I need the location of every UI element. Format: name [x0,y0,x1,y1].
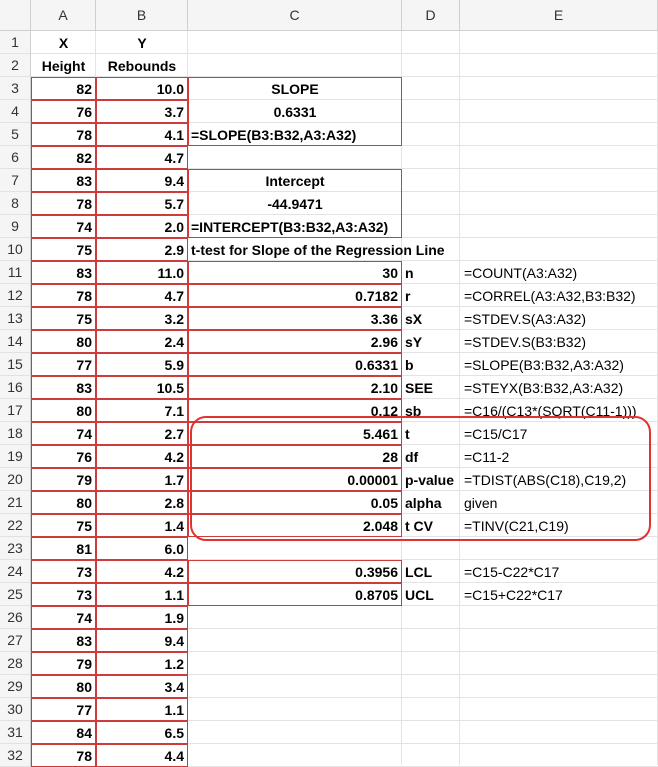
stat-name[interactable]: r [405,287,411,304]
data-cell-y[interactable]: 9.4 [96,629,188,652]
data-cell-x[interactable]: 77 [31,353,96,376]
data-cell-y[interactable]: 4.7 [96,284,188,307]
intercept-formula[interactable]: =INTERCEPT(B3:B32,A3:A32) [191,218,389,235]
row-header-2[interactable]: 2 [0,54,31,77]
row-header-16[interactable]: 16 [0,376,31,399]
row-header-3[interactable]: 3 [0,77,31,100]
data-cell-y[interactable]: 3.2 [96,307,188,330]
data-cell-y[interactable]: 1.7 [96,468,188,491]
row-header-20[interactable]: 20 [0,468,31,491]
row-header-4[interactable]: 4 [0,100,31,123]
data-cell-y[interactable]: 5.9 [96,353,188,376]
stat-value[interactable]: 2.048 [188,514,402,537]
data-cell-x[interactable]: 83 [31,376,96,399]
data-cell-x[interactable]: 78 [31,192,96,215]
data-cell-x[interactable]: 79 [31,652,96,675]
header-y[interactable]: Y [137,34,147,51]
data-cell-y[interactable]: 2.7 [96,422,188,445]
stat-value[interactable]: 0.12 [188,399,402,422]
data-cell-x[interactable]: 74 [31,215,96,238]
header-x[interactable]: X [58,34,69,51]
ttest-title[interactable]: t-test for Slope of the Regression Line [191,241,445,258]
stat-formula[interactable]: =TDIST(ABS(C18),C19,2) [464,471,627,488]
stat-name[interactable]: SEE [405,379,434,396]
data-cell-y[interactable]: 7.1 [96,399,188,422]
row-header-24[interactable]: 24 [0,560,31,583]
data-cell-x[interactable]: 77 [31,698,96,721]
data-cell-y[interactable]: 1.9 [96,606,188,629]
data-cell-y[interactable]: 3.7 [96,100,188,123]
row-header-29[interactable]: 29 [0,675,31,698]
stat-formula[interactable]: =C11-2 [464,448,510,465]
data-cell-y[interactable]: 6.5 [96,721,188,744]
stat-value[interactable]: 28 [188,445,402,468]
data-cell-y[interactable]: 3.4 [96,675,188,698]
row-header-1[interactable]: 1 [0,31,31,54]
data-cell-x[interactable]: 80 [31,675,96,698]
data-cell-x[interactable]: 78 [31,284,96,307]
data-cell-x[interactable]: 74 [31,422,96,445]
row-header-15[interactable]: 15 [0,353,31,376]
data-cell-x[interactable]: 78 [31,744,96,767]
row-header-13[interactable]: 13 [0,307,31,330]
row-header-7[interactable]: 7 [0,169,31,192]
row-header-8[interactable]: 8 [0,192,31,215]
data-cell-y[interactable]: 6.0 [96,537,188,560]
column-header-c[interactable]: C [188,0,402,31]
data-cell-x[interactable]: 74 [31,606,96,629]
data-cell-x[interactable]: 73 [31,583,96,606]
header-height[interactable]: Height [41,57,86,74]
stat-formula[interactable]: =TINV(C21,C19) [464,517,569,534]
row-header-11[interactable]: 11 [0,261,31,284]
stat-name[interactable]: n [405,264,414,281]
row-header-28[interactable]: 28 [0,652,31,675]
data-cell-y[interactable]: 4.1 [96,123,188,146]
stat-formula[interactable]: given [464,494,498,511]
data-cell-x[interactable]: 83 [31,261,96,284]
row-header-32[interactable]: 32 [0,744,31,767]
column-header-e[interactable]: E [460,0,658,31]
stat-name[interactable]: alpha [405,494,442,511]
data-cell-y[interactable]: 1.1 [96,583,188,606]
data-cell-x[interactable]: 75 [31,514,96,537]
stat-value[interactable]: 0.00001 [188,468,402,491]
ci-formula[interactable]: =C15+C22*C17 [464,586,563,603]
stat-value[interactable]: 30 [188,261,402,284]
row-header-17[interactable]: 17 [0,399,31,422]
stat-value[interactable]: 0.7182 [188,284,402,307]
data-cell-y[interactable]: 10.5 [96,376,188,399]
row-header-18[interactable]: 18 [0,422,31,445]
stat-name[interactable]: b [405,356,414,373]
data-cell-x[interactable]: 80 [31,330,96,353]
data-cell-y[interactable]: 4.2 [96,560,188,583]
stat-formula[interactable]: =STDEV.S(B3:B32) [464,333,587,350]
data-cell-y[interactable]: 9.4 [96,169,188,192]
stat-name[interactable]: df [405,448,419,465]
data-cell-x[interactable]: 76 [31,100,96,123]
row-header-30[interactable]: 30 [0,698,31,721]
stat-value[interactable]: 2.96 [188,330,402,353]
data-cell-x[interactable]: 83 [31,169,96,192]
data-cell-x[interactable]: 78 [31,123,96,146]
data-cell-y[interactable]: 11.0 [96,261,188,284]
stat-name[interactable]: p-value [405,471,455,488]
stat-name[interactable]: sY [405,333,423,350]
data-cell-y[interactable]: 2.0 [96,215,188,238]
data-cell-y[interactable]: 4.4 [96,744,188,767]
select-all-corner[interactable] [0,0,31,31]
row-header-23[interactable]: 23 [0,537,31,560]
data-cell-y[interactable]: 5.7 [96,192,188,215]
header-rebounds[interactable]: Rebounds [107,57,177,74]
row-header-10[interactable]: 10 [0,238,31,261]
stat-name[interactable]: sb [405,402,422,419]
row-header-21[interactable]: 21 [0,491,31,514]
stat-value[interactable]: 0.6331 [188,353,402,376]
row-header-12[interactable]: 12 [0,284,31,307]
stat-formula[interactable]: =COUNT(A3:A32) [464,264,578,281]
data-cell-x[interactable]: 80 [31,399,96,422]
data-cell-x[interactable]: 76 [31,445,96,468]
intercept-value[interactable]: -44.9471 [267,195,323,212]
data-cell-x[interactable]: 75 [31,238,96,261]
row-header-5[interactable]: 5 [0,123,31,146]
stat-formula[interactable]: =STEYX(B3:B32,A3:A32) [464,379,624,396]
stat-formula[interactable]: =SLOPE(B3:B32,A3:A32) [464,356,624,373]
stat-formula[interactable]: =CORREL(A3:A32,B3:B32) [464,287,636,304]
row-header-25[interactable]: 25 [0,583,31,606]
data-cell-x[interactable]: 84 [31,721,96,744]
stat-formula[interactable]: =C16/(C13*(SQRT(C11-1))) [464,402,637,419]
row-header-9[interactable]: 9 [0,215,31,238]
ci-value[interactable]: 0.8705 [188,583,402,606]
data-cell-y[interactable]: 1.4 [96,514,188,537]
data-cell-x[interactable]: 82 [31,77,96,100]
row-header-26[interactable]: 26 [0,606,31,629]
ci-value[interactable]: 0.3956 [188,560,402,583]
column-header-d[interactable]: D [402,0,460,31]
data-cell-x[interactable]: 79 [31,468,96,491]
data-cell-y[interactable]: 4.7 [96,146,188,169]
data-cell-y[interactable]: 4.2 [96,445,188,468]
data-cell-y[interactable]: 1.2 [96,652,188,675]
data-cell-y[interactable]: 2.4 [96,330,188,353]
stat-name[interactable]: t CV [405,517,433,534]
stat-value[interactable]: 2.10 [188,376,402,399]
ci-name[interactable]: LCL [405,563,433,580]
slope-formula[interactable]: =SLOPE(B3:B32,A3:A32) [191,126,357,143]
data-cell-x[interactable]: 83 [31,629,96,652]
row-header-6[interactable]: 6 [0,146,31,169]
row-header-27[interactable]: 27 [0,629,31,652]
data-cell-x[interactable]: 73 [31,560,96,583]
row-header-31[interactable]: 31 [0,721,31,744]
stat-value[interactable]: 0.05 [188,491,402,514]
data-cell-y[interactable]: 2.8 [96,491,188,514]
stat-name[interactable]: sX [405,310,423,327]
stat-value[interactable]: 3.36 [188,307,402,330]
column-header-b[interactable]: B [96,0,188,31]
stat-formula[interactable]: =STDEV.S(A3:A32) [464,310,587,327]
stat-value[interactable]: 5.461 [188,422,402,445]
data-cell-y[interactable]: 10.0 [96,77,188,100]
slope-label[interactable]: SLOPE [271,80,319,97]
data-cell-y[interactable]: 2.9 [96,238,188,261]
row-header-19[interactable]: 19 [0,445,31,468]
ci-name[interactable]: UCL [405,586,434,603]
column-header-a[interactable]: A [31,0,96,31]
data-cell-x[interactable]: 80 [31,491,96,514]
data-cell-x[interactable]: 82 [31,146,96,169]
data-cell-x[interactable]: 81 [31,537,96,560]
intercept-label[interactable]: Intercept [265,172,325,189]
row-header-22[interactable]: 22 [0,514,31,537]
ci-formula[interactable]: =C15-C22*C17 [464,563,560,580]
stat-name[interactable]: t [405,425,410,442]
data-cell-x[interactable]: 75 [31,307,96,330]
row-header-14[interactable]: 14 [0,330,31,353]
stat-formula[interactable]: =C15/C17 [464,425,528,442]
slope-value[interactable]: 0.6331 [273,103,317,120]
data-cell-y[interactable]: 1.1 [96,698,188,721]
